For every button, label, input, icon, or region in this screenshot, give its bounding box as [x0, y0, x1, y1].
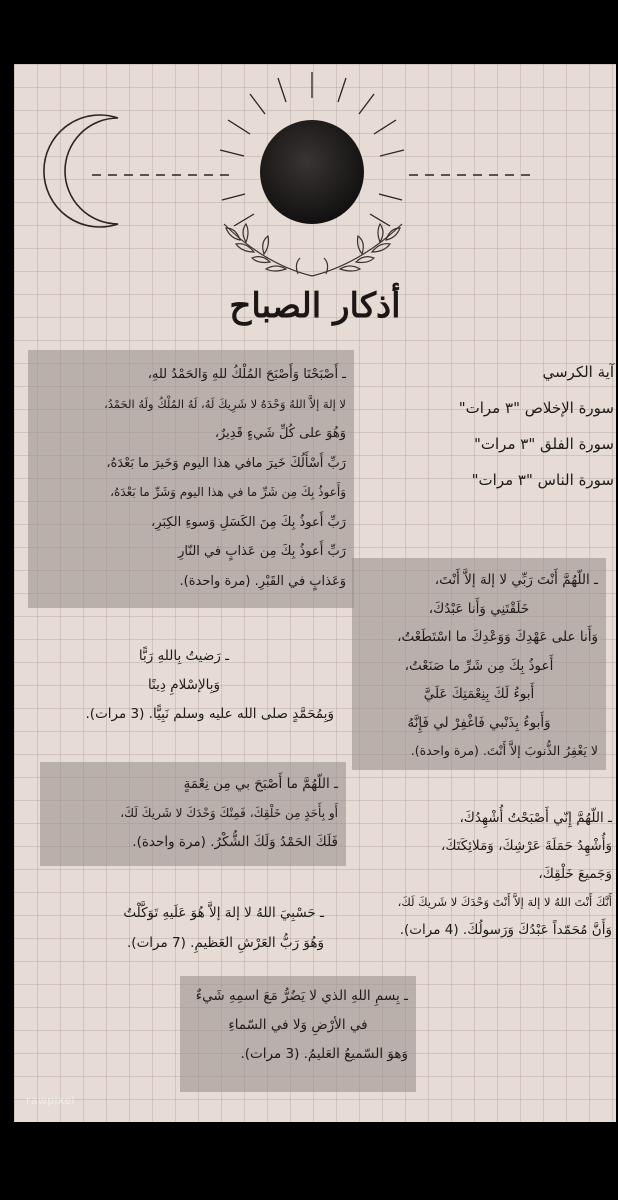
dhikr-line: وَأُشْهِدُ حَمَلَةَ عَرْشِكَ، وَمَلائِكَتَكَ، — [441, 838, 612, 854]
dhikr-line: رَبِّ أَعوذُ بِكَ مِنَ الكَسَلِ وَسوءِ الكِبَرِ، — [151, 514, 346, 530]
crescent-moon-left-icon — [44, 115, 118, 227]
dhikr-line: ـ حَسْبِيَ اللهُ لا إلهَ إلاَّ هُوَ عَلَيهِ تَوَكَّلْتُ — [123, 905, 324, 921]
dhikr-line: في الأرْضِ وَلا في السّماءِ — [228, 1017, 368, 1033]
dhikr-line: خَلَقْتَنِي وَأَنا عَبْدُكَ، — [428, 600, 530, 617]
surah-item: آية الكرسي — [542, 363, 614, 381]
dhikr-line: ـ رَضيتُ بِاللهِ رَبًّا — [138, 648, 230, 664]
dhikr-line: لا يَغْفِرُ الذُّنوبَ إلاَّ أَنْتَ. (مرة واحدة). — [410, 743, 598, 758]
dhikr-hasbiyallah — [44, 898, 324, 958]
dhikr-line: أَعوذُ بِكَ مِن شَرِّ ما صَنَعْتُ، — [404, 657, 554, 674]
dhikr-line: وَأَنا على عَهْدِكَ وَوَعْدِكَ ما اسْتَطَعْتُ، — [397, 629, 598, 645]
dhikr-line: فَلَكَ الحَمْدُ وَلَكَ الشُّكْرُ. (مرة واحدة). — [132, 834, 338, 850]
dhikr-line: أَو بِأَحَدٍ مِن خَلْقِكَ، فَمِنْكَ وَحْدَكَ لا شَريكَ لَكَ، — [120, 806, 338, 820]
dhikr-line: ـ بِسمِ اللهِ الذي لا يَضُرُّ مَعَ اسمِهِ شَيءٌ — [195, 988, 408, 1004]
dhikr-line: وَهُوَ رَبُّ العَرْشِ العَظيمِ. (7 مرات). — [127, 935, 324, 951]
dhikr-line: وَبِمُحَمَّدٍ صلى الله عليه وسلم نَبِيًّا. (3 مرات). — [85, 706, 334, 722]
dhikr-line: وَهُوَ على كُلِّ شَيءٍ قَدِيرٌ، — [214, 426, 346, 441]
dhikr-line: وَهوَ السّميعُ العَليمُ. (3 مرات). — [240, 1046, 408, 1062]
laurel-branch-icon — [224, 224, 402, 276]
dhikr-bismillah — [180, 976, 416, 1092]
dhikr-line: وَبِالإسْلامِ دِينًا — [147, 677, 221, 693]
dhikr-sayyid-al-istighfar — [352, 558, 606, 770]
surah-item: سورة الناس "٣ مرات" — [471, 471, 614, 489]
dhikr-asbahna — [28, 350, 354, 608]
dhikr-line: ـ اللّهُمَّ ما أَصْبَحَ بي مِن نِعْمَةٍ — [183, 776, 338, 792]
dhikr-line: ـ اللّهُمَّ أَنْتَ رَبِّي لا إلهَ إلاَّ أَنْتَ، — [434, 572, 598, 588]
crescent-moon-right-icon — [534, 122, 586, 226]
dhikr-line: ـ أَصْبَحْنَا وَأَصْبَحَ المُلْكُ للهِ وَالحَمْدُ للهِ، — [147, 367, 346, 382]
dhikr-line: لا إلهَ إلاَّ اللهُ وَحْدَهُ لا شَرِيكَ لَهُ، لَهُ المُلْكُ ولَهُ الحَمْدُ، — [104, 396, 346, 411]
dhikr-raditu — [34, 642, 334, 729]
page-title: أذكار الصباح — [229, 286, 401, 326]
dhikr-line: أَنَّكَ أَنْتَ اللهُ لا إلهَ إلاَّ أَنْتَ وَحْدَكَ لا شَريكَ لَكَ، — [397, 895, 612, 909]
dhikr-line: وَأَنَّ مُحَمّداً عَبْدُكَ وَرَسولُكَ. (4 مرات). — [399, 922, 612, 938]
watermark: rawpixel — [26, 1094, 75, 1107]
morning-adhkar-poster — [14, 64, 616, 1122]
dhikr-line: وَعَذابٍ في القَبْرِ. (مرة واحدة). — [179, 573, 346, 589]
dhikr-line: رَبِّ أَسْأَلُكَ خَيرَ مافي هذا اليوم وَخَيرَ ما بَعْدَهُ، — [106, 455, 346, 471]
dhikr-ushhiduka — [344, 804, 612, 944]
surah-item: سورة الفلق "٣ مرات" — [473, 435, 614, 453]
surah-list — [384, 354, 614, 498]
sun-icon — [260, 120, 364, 224]
dhikr-line: وَأَعوذُ بِكَ مِن شَرِّ ما في هذا اليوم وَشَرِّ ما بَعْدَهُ، — [110, 485, 346, 499]
dhikr-line: ـ اللّهُمَّ إِنّي أَصْبَحْتُ أُشْهِدُكَ، — [459, 810, 612, 826]
dhikr-line: رَبِّ أَعوذُ بِكَ مِن عَذابٍ في النّارِ — [178, 544, 346, 559]
dhikr-line: وَأَبوءُ بِذَنْبي فَاغْفِرْ لي فَإِنَّهُ — [407, 714, 551, 731]
dhikr-line: وَجَميعَ خَلْقِكَ، — [538, 866, 612, 882]
dhikr-line: أَبوءُ لَكَ بِنِعْمَتِكَ عَلَيَّ — [423, 686, 535, 702]
dhikr-ma-asbaha — [40, 762, 346, 866]
surah-item: سورة الإخلاص "٣ مرات" — [458, 399, 614, 417]
